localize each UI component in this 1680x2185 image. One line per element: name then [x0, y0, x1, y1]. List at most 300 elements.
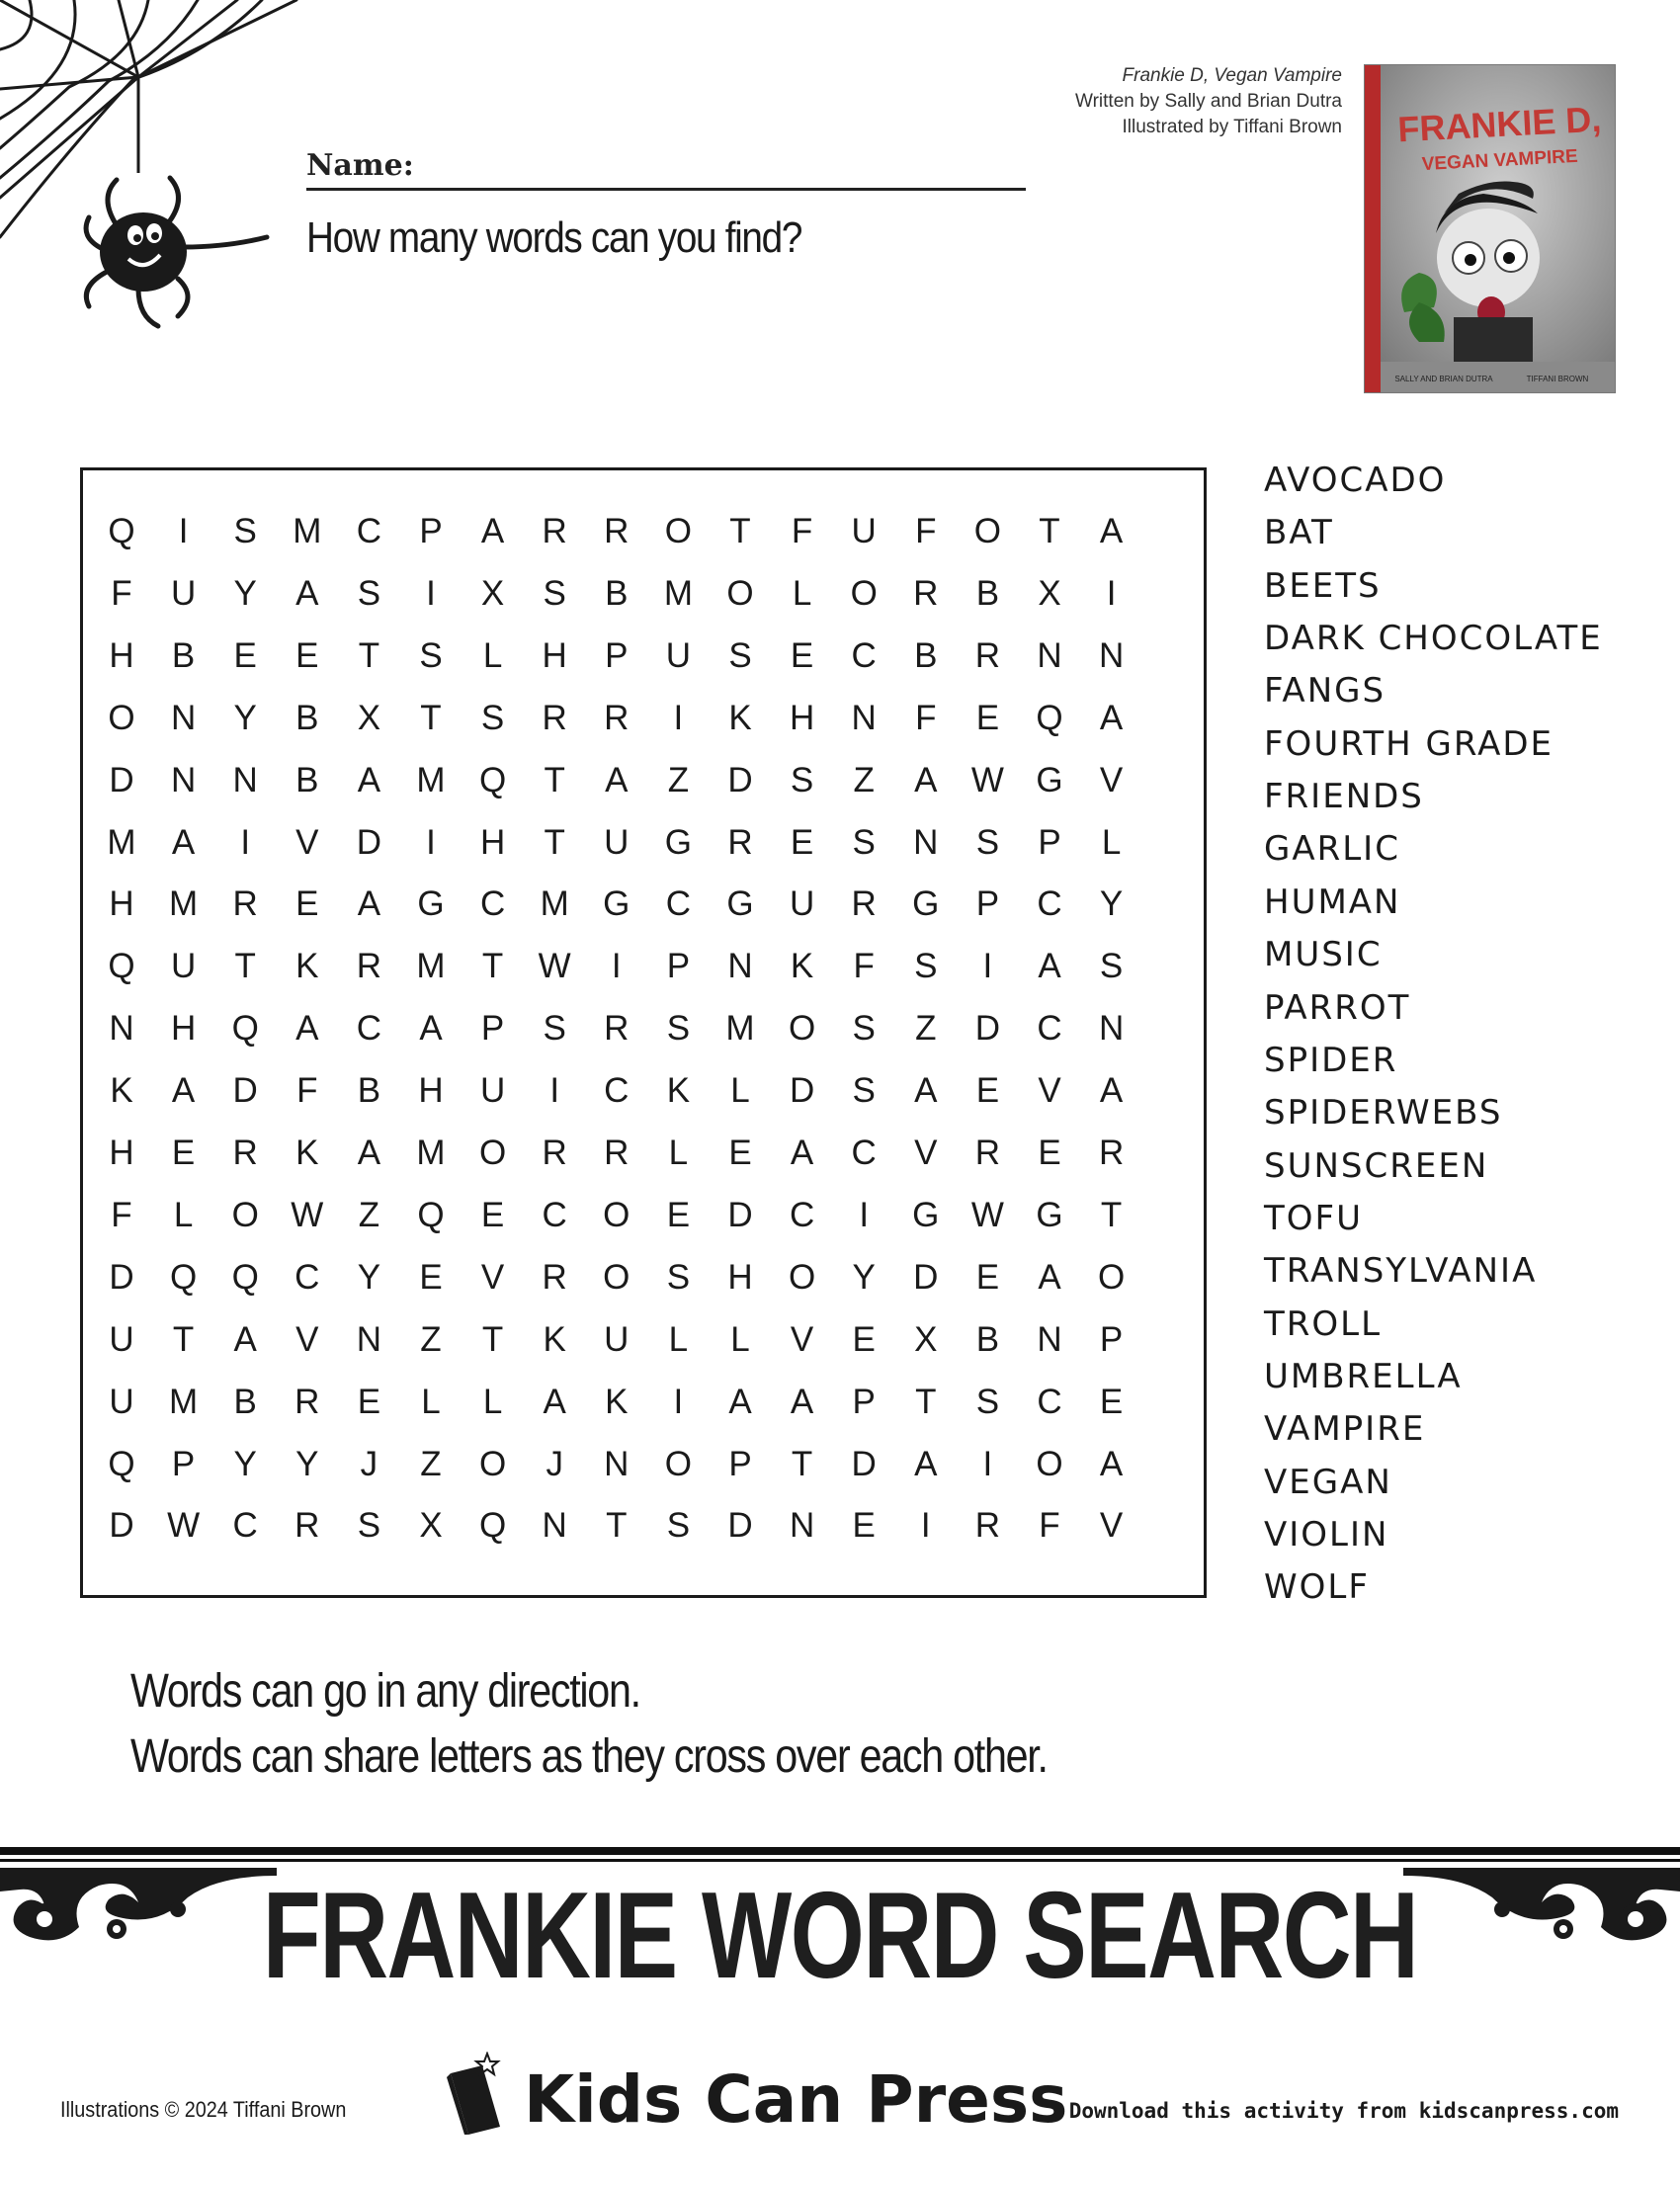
- grid-letter[interactable]: B: [975, 1319, 1000, 1359]
- grid-letter[interactable]: E: [790, 635, 814, 675]
- grid-letter[interactable]: Q: [169, 1257, 198, 1297]
- grid-letter[interactable]: S: [357, 573, 381, 613]
- grid-letter[interactable]: A: [295, 573, 319, 613]
- grid-letter[interactable]: R: [232, 1134, 258, 1172]
- grid-letter[interactable]: N: [1037, 1319, 1062, 1359]
- grid-letter[interactable]: I: [611, 947, 622, 986]
- grid-letter[interactable]: B: [171, 635, 196, 675]
- grid-letter[interactable]: Z: [667, 760, 690, 799]
- grid-letter[interactable]: Y: [1099, 884, 1124, 924]
- grid-letter[interactable]: U: [789, 884, 815, 924]
- grid-letter[interactable]: Q: [417, 1195, 445, 1234]
- grid-letter[interactable]: E: [975, 698, 1000, 737]
- grid-letter[interactable]: D: [913, 1257, 939, 1297]
- grid-letter[interactable]: B: [975, 573, 1000, 613]
- grid-letter[interactable]: O: [664, 1444, 692, 1483]
- grid-letter[interactable]: O: [231, 1195, 259, 1234]
- grid-letter[interactable]: Y: [295, 1444, 319, 1483]
- grid-letter[interactable]: U: [479, 1071, 506, 1111]
- grid-letter[interactable]: Z: [420, 1319, 442, 1359]
- grid-letter[interactable]: M: [169, 884, 199, 924]
- grid-letter[interactable]: O: [973, 512, 1001, 550]
- grid-letter[interactable]: Y: [357, 1257, 381, 1297]
- grid-letter[interactable]: R: [232, 884, 258, 924]
- grid-letter[interactable]: P: [975, 884, 1000, 924]
- grid-letter[interactable]: M: [540, 884, 569, 924]
- grid-letter[interactable]: O: [850, 573, 878, 613]
- grid-letter[interactable]: S: [666, 1506, 691, 1546]
- grid-letter[interactable]: J: [546, 1444, 563, 1483]
- grid-letter[interactable]: F: [1039, 1506, 1060, 1546]
- grid-letter[interactable]: V: [480, 1257, 505, 1297]
- grid-letter[interactable]: R: [542, 1134, 567, 1172]
- grid-letter[interactable]: O: [664, 512, 692, 550]
- grid-letter[interactable]: C: [542, 1195, 567, 1234]
- grid-letter[interactable]: A: [605, 760, 629, 799]
- grid-letter[interactable]: C: [479, 884, 506, 924]
- grid-letter[interactable]: G: [726, 884, 754, 924]
- grid-letter[interactable]: C: [1037, 1382, 1062, 1421]
- grid-letter[interactable]: M: [293, 512, 322, 550]
- grid-letter[interactable]: M: [169, 1382, 199, 1421]
- grid-letter[interactable]: N: [170, 698, 197, 737]
- grid-letter[interactable]: D: [109, 1506, 134, 1546]
- grid-letter[interactable]: R: [542, 698, 567, 737]
- grid-letter[interactable]: Q: [231, 1257, 259, 1297]
- grid-letter[interactable]: U: [170, 947, 197, 986]
- grid-letter[interactable]: X: [419, 1506, 443, 1546]
- grid-letter[interactable]: V: [914, 1134, 938, 1172]
- grid-letter[interactable]: T: [729, 512, 751, 550]
- grid-letter[interactable]: L: [668, 1134, 689, 1172]
- grid-letter[interactable]: D: [727, 1195, 753, 1234]
- grid-letter[interactable]: O: [788, 1257, 816, 1297]
- grid-letter[interactable]: L: [792, 573, 812, 613]
- grid-letter[interactable]: C: [294, 1257, 320, 1297]
- grid-letter[interactable]: W: [167, 1506, 201, 1546]
- grid-letter[interactable]: R: [604, 1009, 630, 1049]
- grid-letter[interactable]: S: [666, 1009, 691, 1049]
- grid-letter[interactable]: T: [606, 1506, 628, 1546]
- grid-letter[interactable]: S: [852, 1071, 876, 1111]
- grid-letter[interactable]: U: [604, 822, 630, 862]
- grid-letter[interactable]: E: [480, 1195, 505, 1234]
- grid-letter[interactable]: S: [790, 760, 814, 799]
- grid-letter[interactable]: A: [171, 822, 196, 862]
- grid-letter[interactable]: W: [538, 947, 571, 986]
- grid-letter[interactable]: M: [416, 1134, 446, 1172]
- grid-letter[interactable]: M: [416, 947, 446, 986]
- grid-letter[interactable]: R: [294, 1382, 320, 1421]
- grid-letter[interactable]: G: [912, 884, 940, 924]
- grid-letter[interactable]: L: [173, 1195, 194, 1234]
- grid-letter[interactable]: C: [851, 635, 877, 675]
- grid-letter[interactable]: C: [665, 884, 692, 924]
- word-list-item: TROLL: [1264, 1303, 1383, 1344]
- grid-letter[interactable]: X: [914, 1319, 938, 1359]
- grid-letter[interactable]: Y: [233, 573, 257, 613]
- grid-letter[interactable]: V: [1099, 760, 1124, 799]
- grid-letter[interactable]: C: [789, 1195, 815, 1234]
- grid-letter[interactable]: A: [1038, 947, 1061, 986]
- grid-letter[interactable]: X: [357, 698, 381, 737]
- grid-letter[interactable]: W: [970, 1195, 1004, 1234]
- grid-letter[interactable]: R: [294, 1506, 320, 1546]
- grid-letter[interactable]: N: [913, 822, 939, 862]
- grid-letter[interactable]: E: [975, 1071, 1000, 1111]
- grid-letter[interactable]: N: [109, 1009, 134, 1049]
- grid-letter[interactable]: F: [296, 1071, 318, 1111]
- grid-letter[interactable]: W: [970, 760, 1004, 799]
- illustration-copyright: Illustrations © 2024 Tiffani Brown: [60, 2097, 347, 2122]
- grid-letter[interactable]: C: [356, 512, 382, 550]
- grid-letter[interactable]: C: [851, 1134, 877, 1172]
- grid-letter[interactable]: L: [482, 1382, 503, 1421]
- grid-letter[interactable]: T: [1100, 1195, 1123, 1234]
- grid-letter[interactable]: A: [419, 1009, 443, 1049]
- grid-letter[interactable]: B: [357, 1071, 381, 1111]
- grid-letter[interactable]: A: [357, 884, 381, 924]
- grid-letter[interactable]: F: [791, 512, 813, 550]
- grid-letter[interactable]: B: [295, 698, 319, 737]
- grid-letter[interactable]: H: [479, 822, 506, 862]
- grid-letter[interactable]: C: [356, 1009, 382, 1049]
- grid-letter[interactable]: P: [480, 1009, 505, 1049]
- grid-letter[interactable]: I: [426, 573, 436, 613]
- grid-letter[interactable]: C: [604, 1071, 630, 1111]
- grid-letter[interactable]: K: [728, 698, 752, 737]
- grid-letter[interactable]: R: [604, 1134, 630, 1172]
- grid-letter[interactable]: D: [232, 1071, 258, 1111]
- grid-letter[interactable]: B: [914, 635, 938, 675]
- grid-letter[interactable]: G: [603, 884, 630, 924]
- grid-letter[interactable]: A: [357, 760, 381, 799]
- grid-letter[interactable]: S: [852, 1009, 876, 1049]
- grid-letter[interactable]: H: [170, 1009, 197, 1049]
- grid-letter[interactable]: H: [727, 1257, 753, 1297]
- grid-letter[interactable]: K: [543, 1319, 566, 1359]
- word-list-item: SUNSCREEN: [1264, 1145, 1489, 1186]
- grid-letter[interactable]: O: [726, 573, 754, 613]
- grid-letter[interactable]: O: [1036, 1444, 1063, 1483]
- word-list-item: GARLIC: [1264, 829, 1400, 870]
- grid-letter[interactable]: K: [666, 1071, 691, 1111]
- grid-letter[interactable]: R: [604, 512, 630, 550]
- grid-letter[interactable]: L: [730, 1319, 750, 1359]
- grid-letter[interactable]: L: [482, 635, 503, 675]
- grid-letter[interactable]: R: [1098, 1134, 1125, 1172]
- grid-letter[interactable]: N: [356, 1319, 382, 1359]
- grid-letter[interactable]: D: [974, 1009, 1001, 1049]
- publisher-logo: Kids Can Press: [524, 2061, 1068, 2138]
- name-field[interactable]: [306, 188, 1026, 191]
- grid-letter[interactable]: O: [1097, 1257, 1126, 1297]
- grid-letter[interactable]: U: [109, 1382, 134, 1421]
- grid-letter[interactable]: R: [356, 947, 382, 986]
- grid-letter[interactable]: S: [233, 512, 257, 550]
- grid-letter[interactable]: A: [543, 1382, 566, 1421]
- grid-letter[interactable]: E: [357, 1382, 381, 1421]
- grid-letter[interactable]: M: [107, 822, 136, 862]
- grid-letter[interactable]: L: [1101, 822, 1122, 862]
- grid-letter[interactable]: A: [1099, 698, 1124, 737]
- grid-letter[interactable]: U: [851, 512, 877, 550]
- grid-letter[interactable]: C: [1037, 1009, 1062, 1049]
- grid-letter[interactable]: I: [426, 822, 436, 862]
- grid-letter[interactable]: S: [975, 822, 1000, 862]
- grid-letter[interactable]: G: [417, 884, 445, 924]
- grid-letter[interactable]: I: [982, 947, 993, 986]
- grid-letter[interactable]: A: [1099, 1071, 1124, 1111]
- grid-letter[interactable]: K: [295, 1134, 319, 1172]
- grid-letter[interactable]: S: [357, 1506, 381, 1546]
- grid-letter[interactable]: K: [605, 1382, 629, 1421]
- grid-letter[interactable]: V: [295, 1319, 319, 1359]
- grid-letter[interactable]: K: [790, 947, 814, 986]
- grid-letter[interactable]: M: [416, 760, 446, 799]
- grid-letter[interactable]: O: [478, 1444, 507, 1483]
- grid-letter[interactable]: A: [233, 1319, 257, 1359]
- grid-letter[interactable]: H: [789, 698, 815, 737]
- grid-letter[interactable]: O: [788, 1009, 816, 1049]
- grid-letter[interactable]: D: [727, 760, 753, 799]
- grid-letter[interactable]: M: [663, 573, 693, 613]
- grid-letter[interactable]: L: [421, 1382, 441, 1421]
- grid-letter[interactable]: S: [975, 1382, 1000, 1421]
- grid-letter[interactable]: N: [542, 1506, 567, 1546]
- grid-letter[interactable]: A: [1099, 512, 1124, 550]
- grid-letter[interactable]: S: [419, 635, 443, 675]
- grid-letter[interactable]: N: [170, 760, 197, 799]
- grid-letter[interactable]: A: [1038, 1257, 1061, 1297]
- grid-letter[interactable]: J: [360, 1444, 378, 1483]
- grid-letter[interactable]: A: [914, 1444, 938, 1483]
- word-search-grid[interactable]: [80, 467, 1207, 1598]
- grid-letter[interactable]: T: [481, 1319, 504, 1359]
- grid-letter[interactable]: I: [178, 512, 189, 550]
- grid-letter[interactable]: I: [859, 1195, 870, 1234]
- grid-letter[interactable]: A: [790, 1382, 814, 1421]
- grid-letter[interactable]: S: [666, 1257, 691, 1297]
- grid-letter[interactable]: Q: [478, 1506, 507, 1546]
- grid-letter[interactable]: E: [852, 1506, 876, 1546]
- book-cover-image: [1365, 65, 1615, 392]
- grid-letter[interactable]: T: [420, 698, 442, 737]
- grid-letter[interactable]: T: [915, 1382, 937, 1421]
- grid-letter[interactable]: I: [240, 822, 251, 862]
- word-list-item: FRIENDS: [1264, 777, 1424, 817]
- grid-letter[interactable]: O: [478, 1134, 507, 1172]
- word-list-item: AVOCADO: [1264, 461, 1447, 500]
- grid-letter[interactable]: L: [730, 1071, 750, 1111]
- grid-letter[interactable]: E: [728, 1134, 752, 1172]
- grid-letter[interactable]: C: [232, 1506, 258, 1546]
- grid-letter[interactable]: A: [357, 1134, 381, 1172]
- grid-letter[interactable]: A: [1099, 1444, 1124, 1483]
- grid-letter[interactable]: Q: [231, 1009, 259, 1049]
- grid-letter[interactable]: S: [543, 1009, 566, 1049]
- grid-letter[interactable]: F: [111, 573, 132, 613]
- grid-letter[interactable]: N: [727, 947, 753, 986]
- grid-letter[interactable]: F: [915, 512, 937, 550]
- grid-letter[interactable]: T: [1039, 512, 1060, 550]
- grid-letter[interactable]: P: [728, 1444, 752, 1483]
- grid-letter[interactable]: Z: [915, 1009, 937, 1049]
- grid-letter[interactable]: T: [791, 1444, 813, 1483]
- grid-letter[interactable]: T: [234, 947, 256, 986]
- grid-letter[interactable]: N: [232, 760, 258, 799]
- grid-letter[interactable]: K: [110, 1071, 133, 1111]
- grid-letter[interactable]: G: [664, 822, 692, 862]
- grid-letter[interactable]: B: [605, 573, 629, 613]
- grid-letter[interactable]: N: [851, 698, 877, 737]
- grid-letter[interactable]: S: [914, 947, 938, 986]
- grid-letter[interactable]: P: [1038, 822, 1061, 862]
- grid-letter[interactable]: P: [1099, 1319, 1124, 1359]
- grid-letter[interactable]: R: [974, 1506, 1001, 1546]
- grid-letter[interactable]: R: [974, 635, 1001, 675]
- grid-letter[interactable]: A: [914, 1071, 938, 1111]
- grid-letter[interactable]: E: [852, 1319, 876, 1359]
- grid-letter[interactable]: T: [481, 947, 504, 986]
- grid-letter[interactable]: V: [1099, 1506, 1124, 1546]
- grid-letter[interactable]: T: [544, 822, 565, 862]
- grid-letter[interactable]: Q: [108, 512, 135, 550]
- grid-letter[interactable]: D: [356, 822, 382, 862]
- grid-letter[interactable]: A: [790, 1134, 814, 1172]
- grid-letter[interactable]: A: [728, 1382, 752, 1421]
- grid-letter[interactable]: R: [974, 1134, 1001, 1172]
- grid-letter[interactable]: Z: [358, 1195, 380, 1234]
- grid-letter[interactable]: E: [975, 1257, 1000, 1297]
- grid-letter[interactable]: P: [419, 512, 443, 550]
- grid-letter[interactable]: V: [295, 822, 319, 862]
- download-link[interactable]: Download this activity from kidscanpress.com: [1068, 2099, 1619, 2123]
- grid-letter[interactable]: S: [480, 698, 505, 737]
- grid-letter[interactable]: O: [603, 1195, 630, 1234]
- grid-letter[interactable]: F: [111, 1195, 132, 1234]
- grid-letter[interactable]: W: [291, 1195, 324, 1234]
- grid-letter[interactable]: Z: [853, 760, 875, 799]
- grid-letter[interactable]: X: [480, 573, 505, 613]
- grid-letter[interactable]: U: [109, 1319, 134, 1359]
- grid-letter[interactable]: N: [1098, 1009, 1125, 1049]
- grid-letter[interactable]: H: [418, 1071, 444, 1111]
- grid-letter[interactable]: P: [666, 947, 691, 986]
- grid-letter[interactable]: R: [913, 573, 939, 613]
- grid-letter[interactable]: A: [295, 1009, 319, 1049]
- grid-letter[interactable]: E: [233, 635, 257, 675]
- grid-letter[interactable]: N: [789, 1506, 815, 1546]
- grid-letter[interactable]: N: [604, 1444, 630, 1483]
- grid-letter[interactable]: Q: [108, 1444, 135, 1483]
- grid-letter[interactable]: G: [912, 1195, 940, 1234]
- grid-letter[interactable]: E: [419, 1257, 443, 1297]
- grid-letter[interactable]: D: [727, 1506, 753, 1546]
- grid-letter[interactable]: P: [605, 635, 629, 675]
- grid-letter[interactable]: B: [233, 1382, 257, 1421]
- grid-letter[interactable]: A: [480, 512, 505, 550]
- grid-letter[interactable]: S: [852, 822, 876, 862]
- grid-letter[interactable]: F: [915, 698, 937, 737]
- grid-letter[interactable]: T: [358, 635, 380, 675]
- grid-letter[interactable]: R: [542, 1257, 567, 1297]
- grid-letter[interactable]: S: [1099, 947, 1124, 986]
- grid-letter[interactable]: K: [295, 947, 319, 986]
- grid-letter[interactable]: I: [673, 1382, 684, 1421]
- grid-letter[interactable]: D: [851, 1444, 877, 1483]
- grid-letter[interactable]: D: [109, 1257, 134, 1297]
- grid-letter[interactable]: P: [171, 1444, 196, 1483]
- grid-letter[interactable]: I: [1106, 573, 1117, 613]
- grid-letter[interactable]: U: [604, 1319, 630, 1359]
- grid-letter[interactable]: S: [543, 573, 566, 613]
- grid-letter[interactable]: N: [1098, 635, 1125, 675]
- grid-letter[interactable]: G: [1036, 1195, 1063, 1234]
- grid-letter[interactable]: U: [170, 573, 197, 613]
- grid-letter[interactable]: T: [544, 760, 565, 799]
- grid-letter[interactable]: E: [1038, 1134, 1061, 1172]
- grid-letter[interactable]: C: [1037, 884, 1062, 924]
- grid-letter[interactable]: E: [790, 822, 814, 862]
- grid-letter[interactable]: V: [1038, 1071, 1061, 1111]
- grid-letter[interactable]: G: [1036, 760, 1063, 799]
- grid-letter[interactable]: E: [171, 1134, 196, 1172]
- grid-letter[interactable]: I: [982, 1444, 993, 1483]
- grid-letter[interactable]: N: [1037, 635, 1062, 675]
- grid-letter[interactable]: Q: [478, 760, 507, 799]
- grid-letter[interactable]: T: [172, 1319, 195, 1359]
- grid-letter[interactable]: E: [295, 635, 319, 675]
- grid-letter[interactable]: H: [109, 884, 134, 924]
- grid-letter[interactable]: I: [549, 1071, 560, 1111]
- grid-letter[interactable]: Y: [852, 1257, 876, 1297]
- grid-letter[interactable]: A: [171, 1071, 196, 1111]
- grid-letter[interactable]: D: [109, 760, 134, 799]
- grid-letter[interactable]: Q: [108, 947, 135, 986]
- grid-letter[interactable]: R: [542, 512, 567, 550]
- grid-letter[interactable]: Y: [233, 698, 257, 737]
- grid-letter[interactable]: I: [920, 1506, 931, 1546]
- grid-letter[interactable]: R: [727, 822, 753, 862]
- grid-letter[interactable]: E: [666, 1195, 691, 1234]
- grid-letter[interactable]: Q: [1036, 698, 1063, 737]
- grid-letter[interactable]: L: [668, 1319, 689, 1359]
- grid-letter[interactable]: H: [542, 635, 567, 675]
- grid-letter[interactable]: I: [673, 698, 684, 737]
- grid-letter[interactable]: Z: [420, 1444, 442, 1483]
- grid-letter[interactable]: E: [1099, 1382, 1124, 1421]
- grid-letter[interactable]: Y: [233, 1444, 257, 1483]
- grid-letter[interactable]: R: [604, 698, 630, 737]
- grid-letter[interactable]: D: [789, 1071, 815, 1111]
- grid-letter[interactable]: X: [1038, 573, 1061, 613]
- grid-letter[interactable]: B: [295, 760, 319, 799]
- grid-letter[interactable]: V: [790, 1319, 814, 1359]
- grid-letter[interactable]: P: [852, 1382, 876, 1421]
- grid-letter[interactable]: H: [109, 635, 134, 675]
- grid-letter[interactable]: R: [851, 884, 877, 924]
- grid-letter[interactable]: O: [108, 698, 135, 737]
- grid-letter[interactable]: U: [665, 635, 692, 675]
- grid-letter[interactable]: A: [914, 760, 938, 799]
- grid-letter[interactable]: O: [603, 1257, 630, 1297]
- grid-letter[interactable]: M: [725, 1009, 755, 1049]
- grid-letter[interactable]: E: [295, 884, 319, 924]
- grid-letter[interactable]: H: [109, 1134, 134, 1172]
- grid-letter[interactable]: S: [728, 635, 752, 675]
- grid-letter[interactable]: F: [853, 947, 875, 986]
